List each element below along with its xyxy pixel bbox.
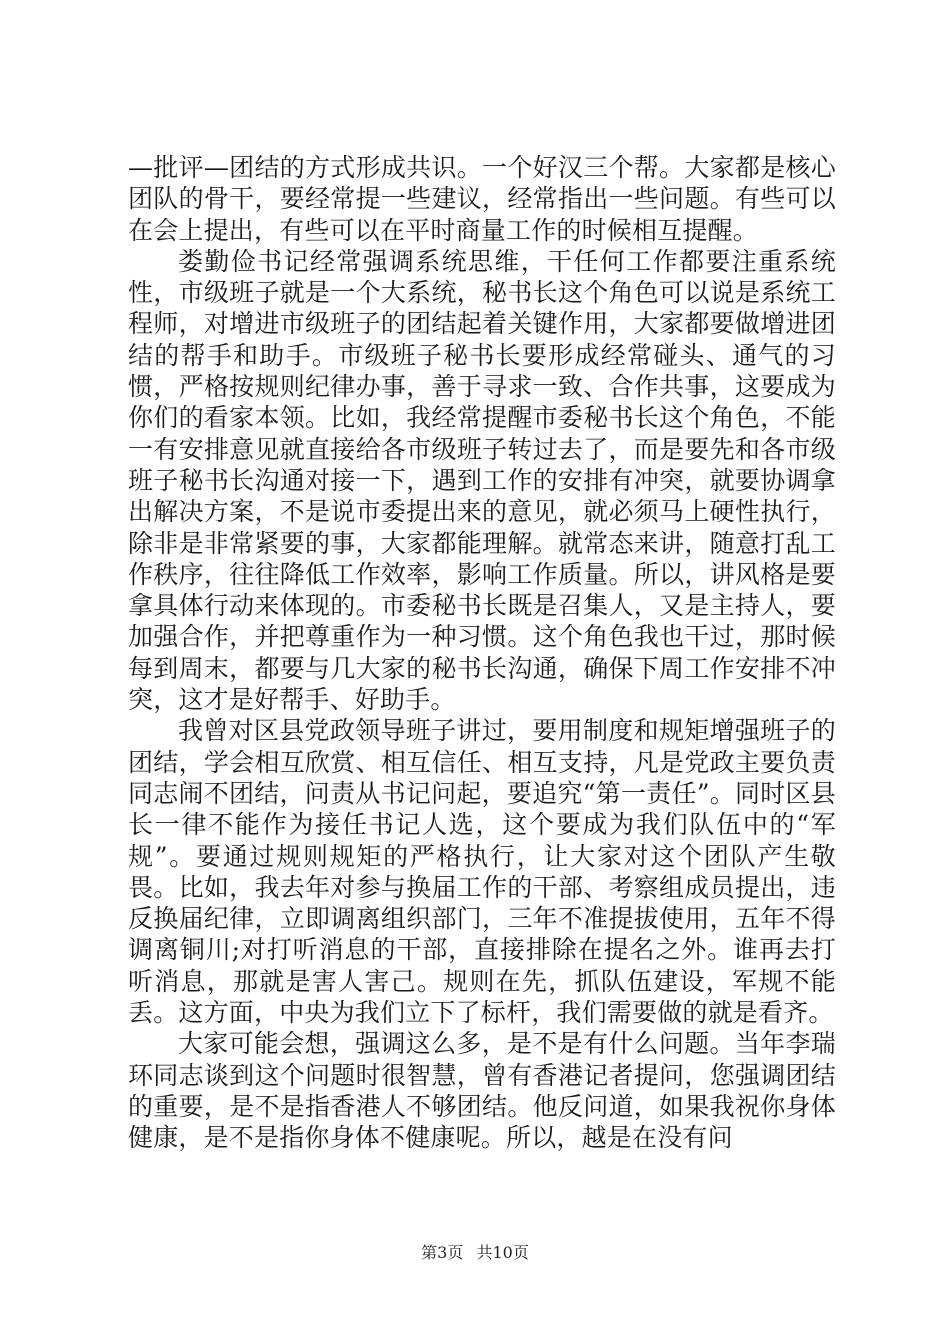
page-total: 共10页 bbox=[476, 1243, 529, 1262]
paragraph-2: 娄勤俭书记经常强调系统思维，干任何工作都要注重系统性，市级班子就是一个大系统，秘书长这个角色可以说是系统工程师，对增进市级班子的团结起着关键作用，大家都要做增进团结的帮手和助手。市级班子秘书长要形成经常碰头、通气的习惯，严格按规则纪律办事，善于寻求一致、合作共事，这要成为你们的看家本领。比如，我经常提醒市委秘书长这个角色，不能一有安排意见就直接给各市级班子转过去了，而是要先和各市级班子秘书长沟通对接一下，遇到工作的安排有冲突，就要协调拿出解决方案，不是说市委提出来的意见，就必须马上硬性执行，除非是非常紧要的事，大家都能理解。就常态来讲，随意打乱工作秩序，往往降低工作效率，影响工作质量。所以，讲风格是要拿具体行动来体现的。市委秘书长既是召集人，又是主持人，要加强合作，并把尊重作为一种习惯。这个角色我也干过，那时候每到周末，都要与几大家的秘书长沟通，确保下周工作安排不冲突，这才是好帮手、好助手。 bbox=[128, 246, 836, 715]
paragraph-3: 我曾对区县党政领导班子讲过，要用制度和规矩增强班子的团结，学会相互欣赏、相互信任、相互支持，凡是党政主要负责同志闹不团结，问责从书记问起，要追究“第一责任”。同时区县长一律不能作为接任书记人选，这个要成为我们队伍中的“军规”。要通过规则规矩的严格执行，让大家对这个团队产生敬畏。比如，我去年对参与换届工作的干部、考察组成员提出，违反换届纪律，立即调离组织部门，三年不准提拔使用，五年不得调离铜川;对打听消息的干部，直接排除在提名之外。谁再去打听消息，那就是害人害己。规则在先，抓队伍建设，军规不能丢。这方面，中央为我们立下了标杆，我们需要做的就是看齐。 bbox=[128, 716, 836, 1028]
page-number: 第3页 bbox=[421, 1243, 464, 1262]
document-body bbox=[128, 152, 836, 1154]
page-footer bbox=[0, 1240, 950, 1263]
paragraph-1: —批评—团结的方式形成共识。一个好汉三个帮。大家都是核心团队的骨干，要经常提一些建议，经常指出一些问题。有些可以在会上提出，有些可以在平时商量工作的时候相互提醒。 bbox=[128, 153, 836, 245]
paragraph-4: 大家可能会想，强调这么多，是不是有什么问题。当年李瑞环同志谈到这个问题时很智慧，曾有香港记者提问，您强调团结的重要，是不是指香港人不够团结。他反问道，如果我祝你身体健康，是不是指你身体不健康呢。所以，越是在没有问 bbox=[128, 1029, 836, 1153]
